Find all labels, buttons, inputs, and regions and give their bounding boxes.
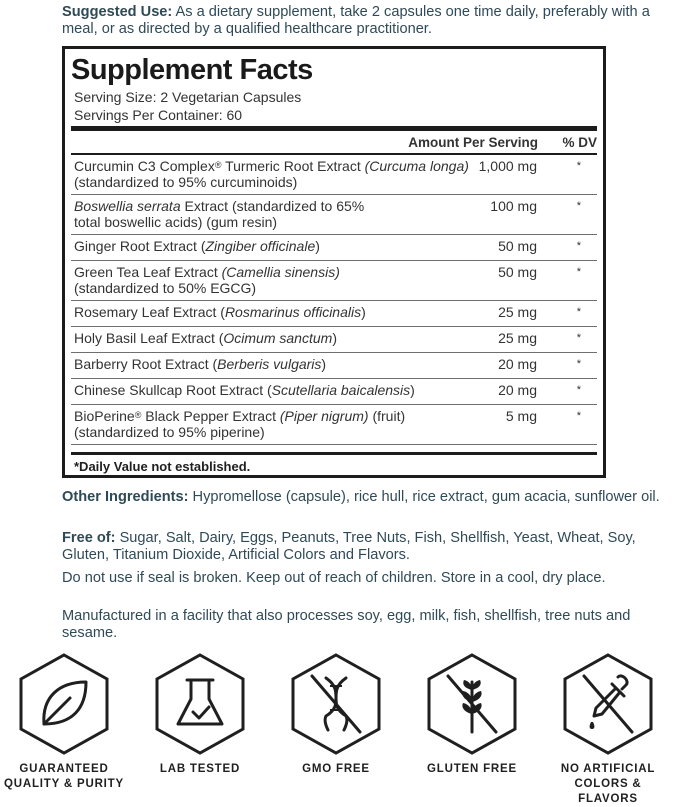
suggested-use	[62, 4, 662, 38]
ingredient-standardization: (standardized to 95% piperine)	[74, 424, 265, 440]
ingredient-standardization: total boswellic acids) (gum resin)	[74, 214, 278, 230]
ingredient-name	[74, 330, 474, 346]
badge-quality-line2: QUALITY & PURITY	[4, 778, 124, 790]
free-of-text: Sugar, Salt, Dairy, Eggs, Peanuts, Tree Nuts, Fish, Shellfish, Yeast, Wheat, Soy, Gluten, Titanium Dioxide, Artificial Colors and Flavors.	[62, 530, 636, 563]
ingredient-latin-name: (Camellia sinensis)	[221, 264, 340, 280]
ingredient-name	[74, 264, 474, 296]
ingredient-name-part: (fruit)	[368, 408, 406, 424]
ingredient-name	[74, 304, 474, 320]
ingredient-row	[71, 379, 597, 405]
ingredient-daily-value: *	[576, 200, 581, 212]
ingredient-name	[74, 382, 474, 398]
ingredient-daily-value: *	[576, 384, 581, 396]
other-ingredients-label: Other Ingredients:	[62, 489, 189, 505]
ingredient-name-part: Ginger Root Extract (	[74, 238, 206, 254]
ingredient-row	[71, 405, 597, 445]
ingredient-latin-name: Rosmarinus officinalis	[224, 304, 362, 320]
registered-mark: ®	[214, 160, 222, 170]
badge-quality	[4, 652, 124, 792]
ingredient-name	[74, 238, 474, 254]
ingredient-name-part: Barberry Root Extract (	[74, 356, 218, 372]
badge-gmo-free-label: GMO FREE	[302, 763, 370, 775]
badge-no-artificial	[548, 652, 668, 807]
ingredient-name-part: )	[361, 304, 366, 320]
ingredient-name-part: )	[410, 382, 415, 398]
ingredient-latin-name: (Piper nigrum)	[279, 408, 369, 424]
ingredient-name-part: BioPerine	[74, 408, 135, 424]
other-ingredients	[62, 489, 662, 506]
suggested-use-text: As a dietary supplement, take 2 capsules one time daily, preferably with a meal, or as directed by a qualified healthcare practitioner.	[62, 4, 650, 37]
ingredient-name-part: Black Pepper Extract	[141, 408, 280, 424]
thick-divider	[71, 126, 597, 131]
ingredient-row	[71, 353, 597, 379]
flask-icon	[150, 652, 250, 756]
servings-per-container: Servings Per Container: 60	[74, 107, 243, 123]
other-ingredients-text: Hypromellose (capsule), rice hull, rice extract, gum acacia, sunflower oil.	[188, 489, 660, 505]
ingredient-name-part: )	[332, 330, 337, 346]
ingredient-name-part: Chinese Skullcap Root Extract (	[74, 382, 272, 398]
ingredient-row	[71, 301, 597, 327]
ingredient-name-part: Curcumin C3 Complex	[74, 158, 215, 174]
ingredient-latin-name: Zingiber officinale	[205, 238, 316, 254]
badge-no-artificial-label	[548, 762, 668, 807]
ingredient-name	[74, 158, 474, 190]
ingredient-name-part: Extract (standardized to 65%	[180, 198, 365, 214]
ingredient-latin-name: Boswellia serrata	[74, 198, 181, 214]
ingredient-name-part: Green Tea Leaf Extract	[74, 264, 222, 280]
ingredient-daily-value: *	[576, 160, 581, 172]
ingredient-row	[71, 155, 597, 195]
ingredient-name	[74, 356, 474, 372]
ingredient-amount: 25 mg	[498, 330, 537, 346]
ingredient-latin-name: (Curcuma longa)	[364, 158, 469, 174]
supplement-facts-panel	[62, 46, 606, 478]
ingredient-amount: 1,000 mg	[478, 158, 537, 174]
ingredient-latin-name: Berberis vulgaris	[217, 356, 322, 372]
ingredient-name-part: Rosemary Leaf Extract (	[74, 304, 225, 320]
daily-value-header: % DV	[562, 135, 597, 150]
daily-value-footnote: *Daily Value not established.	[74, 459, 251, 474]
ingredient-row	[71, 261, 597, 301]
ingredient-name-part: Holy Basil Leaf Extract (	[74, 330, 224, 346]
ingredient-standardization: (standardized to 50% EGCG)	[74, 280, 257, 296]
ingredient-name	[74, 198, 474, 230]
wheat-icon	[422, 652, 522, 756]
badge-gluten-free-label: GLUTEN FREE	[427, 763, 517, 775]
badge-lab-tested	[140, 652, 260, 777]
amount-per-serving-header: Amount Per Serving	[408, 135, 538, 150]
ingredient-name-part: )	[315, 238, 320, 254]
registered-mark: ®	[134, 410, 142, 420]
badge-quality-line1: GUARANTEED	[19, 763, 109, 775]
ingredient-amount: 20 mg	[498, 356, 537, 372]
free-of-label: Free of:	[62, 530, 116, 546]
free-of	[62, 530, 662, 564]
facility-statement: Manufactured in a facility that also processes soy, egg, milk, fish, shellfish, tree nuts and sesame.	[62, 608, 631, 641]
ingredient-daily-value: *	[576, 266, 581, 278]
badge-quality-label	[4, 762, 124, 792]
ingredient-amount: 50 mg	[498, 264, 537, 280]
ingredient-daily-value: *	[576, 410, 581, 422]
badge-no-artificial-line2: COLORS & FLAVORS	[574, 778, 642, 805]
ingredient-amount: 20 mg	[498, 382, 537, 398]
dropper-icon	[558, 652, 658, 756]
ingredient-row	[71, 195, 597, 235]
storage-warning: Do not use if seal is broken. Keep out of reach of children. Store in a cool, dry place.	[62, 570, 606, 586]
suggested-use-label: Suggested Use:	[62, 4, 173, 20]
ingredient-name	[74, 408, 474, 440]
ingredient-row	[71, 327, 597, 353]
badge-gluten-free	[412, 652, 532, 777]
ingredient-daily-value: *	[576, 358, 581, 370]
ingredient-amount: 100 mg	[490, 198, 537, 214]
ingredient-daily-value: *	[576, 332, 581, 344]
badge-no-artificial-line1: NO ARTIFICIAL	[560, 763, 656, 775]
ingredient-amount: 50 mg	[498, 238, 537, 254]
ingredient-amount: 5 mg	[505, 408, 537, 424]
supplement-facts-title: Supplement Facts	[71, 54, 313, 86]
ingredient-daily-value: *	[576, 240, 581, 252]
ingredient-daily-value: *	[576, 306, 581, 318]
ingredient-standardization: (standardized to 95% curcuminoids)	[74, 174, 298, 190]
ingredient-name-part: )	[321, 356, 327, 372]
badge-gmo-free	[276, 652, 396, 777]
leaf-icon	[14, 652, 114, 756]
bottom-thick-divider	[71, 452, 597, 455]
ingredient-latin-name: Ocimum sanctum	[223, 330, 333, 346]
ingredient-name-part: Turmeric Root Extract	[221, 158, 365, 174]
ingredient-amount: 25 mg	[498, 304, 537, 320]
ingredient-row	[71, 235, 597, 261]
serving-size: Serving Size: 2 Vegetarian Capsules	[74, 89, 302, 105]
dna-icon	[286, 652, 386, 756]
ingredient-latin-name: Scutellaria baicalensis	[271, 382, 411, 398]
badge-lab-tested-label: LAB TESTED	[159, 763, 241, 775]
